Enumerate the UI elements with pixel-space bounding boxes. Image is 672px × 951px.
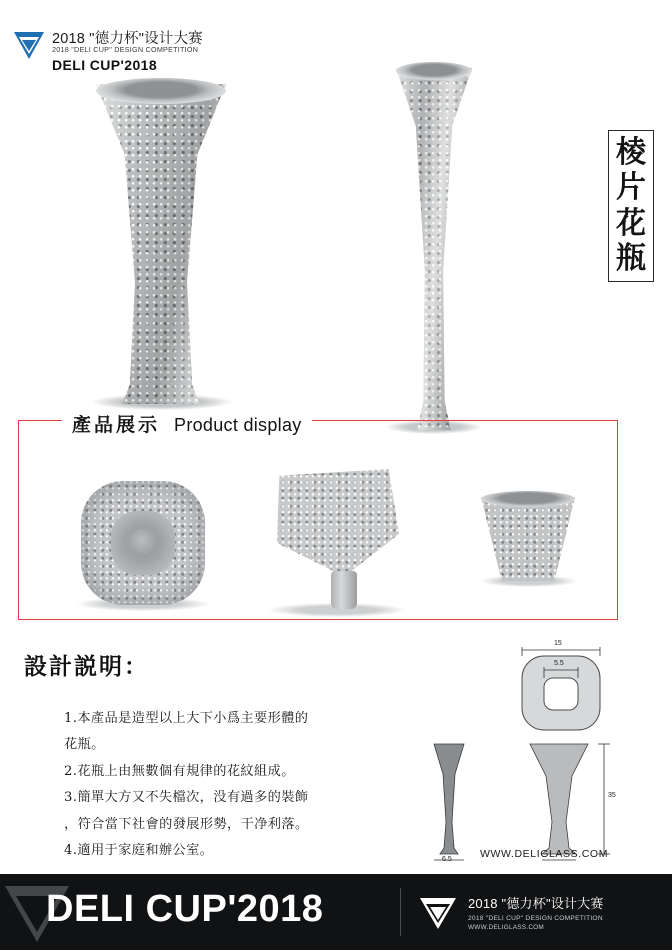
product-view-flare [481, 497, 575, 581]
page-footer [0, 874, 672, 950]
product-view-top-core [129, 529, 157, 557]
product-view-angled [269, 469, 399, 581]
footer-left [0, 874, 398, 950]
description-line: ，符合當下社會的發展形勢，干净利落。 [64, 816, 309, 832]
vase-side-highlight [396, 68, 472, 430]
deli-diamond-logo-icon [12, 28, 46, 62]
description-line: 2.花瓶上由無數個有規律的花紋組成。 [64, 763, 295, 779]
vertical-title-char-3: 花 [616, 205, 646, 241]
footer-text-block [468, 893, 604, 931]
vase-front-view-render [96, 84, 226, 404]
header-title-en: 2018 "DELI CUP" DESIGN COMPETITION [52, 45, 199, 54]
website-url: WWW.DELIGLASS.COM [480, 848, 609, 860]
dim-height: 35 [608, 792, 616, 799]
front-elevation-drawing [434, 744, 464, 860]
dim-width-top: 15 [554, 640, 562, 647]
vase-side-mouth [396, 62, 472, 80]
product-display-title-en: Product display [174, 415, 302, 435]
dim-base: 6.5 [442, 856, 452, 863]
vertical-title-char-2: 片 [616, 170, 646, 206]
product-view-angled-stem [331, 571, 357, 609]
description-line: 花瓶。 [64, 737, 105, 753]
design-description-list [24, 708, 434, 866]
vase-front-mouth [96, 78, 226, 104]
description-line: 1.本產品是造型以上大下小爲主要形體的 [64, 711, 309, 726]
description-line: 3.簡單大方又不失檔次，没有過多的裝飾 [64, 790, 309, 806]
footer-right [418, 874, 604, 950]
header-title-cn: 2018 "德力杯"设计大赛 [52, 31, 203, 47]
product-display-title-cn: 產品展示 [72, 414, 161, 436]
hero-render-area [0, 62, 672, 402]
technical-drawings [412, 640, 652, 866]
footer-divider [400, 888, 401, 936]
design-description-title: 設計説明： [24, 653, 149, 680]
product-display-box [18, 420, 618, 620]
footer-title-cn: 2018 "德力杯"设计大赛 [468, 896, 604, 911]
product-view-flare-mouth [481, 491, 575, 507]
description-line: 4.適用于家庭和辦公室。 [64, 842, 214, 858]
vertical-title-char-4: 瓶 [616, 241, 646, 277]
footer-title-en: 2018 "DELI CUP" DESIGN COMPETITION [468, 915, 603, 922]
side-elevation-drawing [530, 744, 610, 860]
footer-site: WWW.DELIGLASS.COM [468, 924, 544, 931]
vertical-title-char-1: 棱 [616, 135, 646, 170]
footer-big-text: DELI CUP'2018 [46, 888, 324, 930]
footer-deli-diamond-logo-icon [418, 893, 458, 931]
dim-width-inner: 5.5 [554, 660, 564, 667]
product-display-title [62, 410, 312, 437]
header-brand: DELI CUP'2018 [52, 57, 158, 73]
